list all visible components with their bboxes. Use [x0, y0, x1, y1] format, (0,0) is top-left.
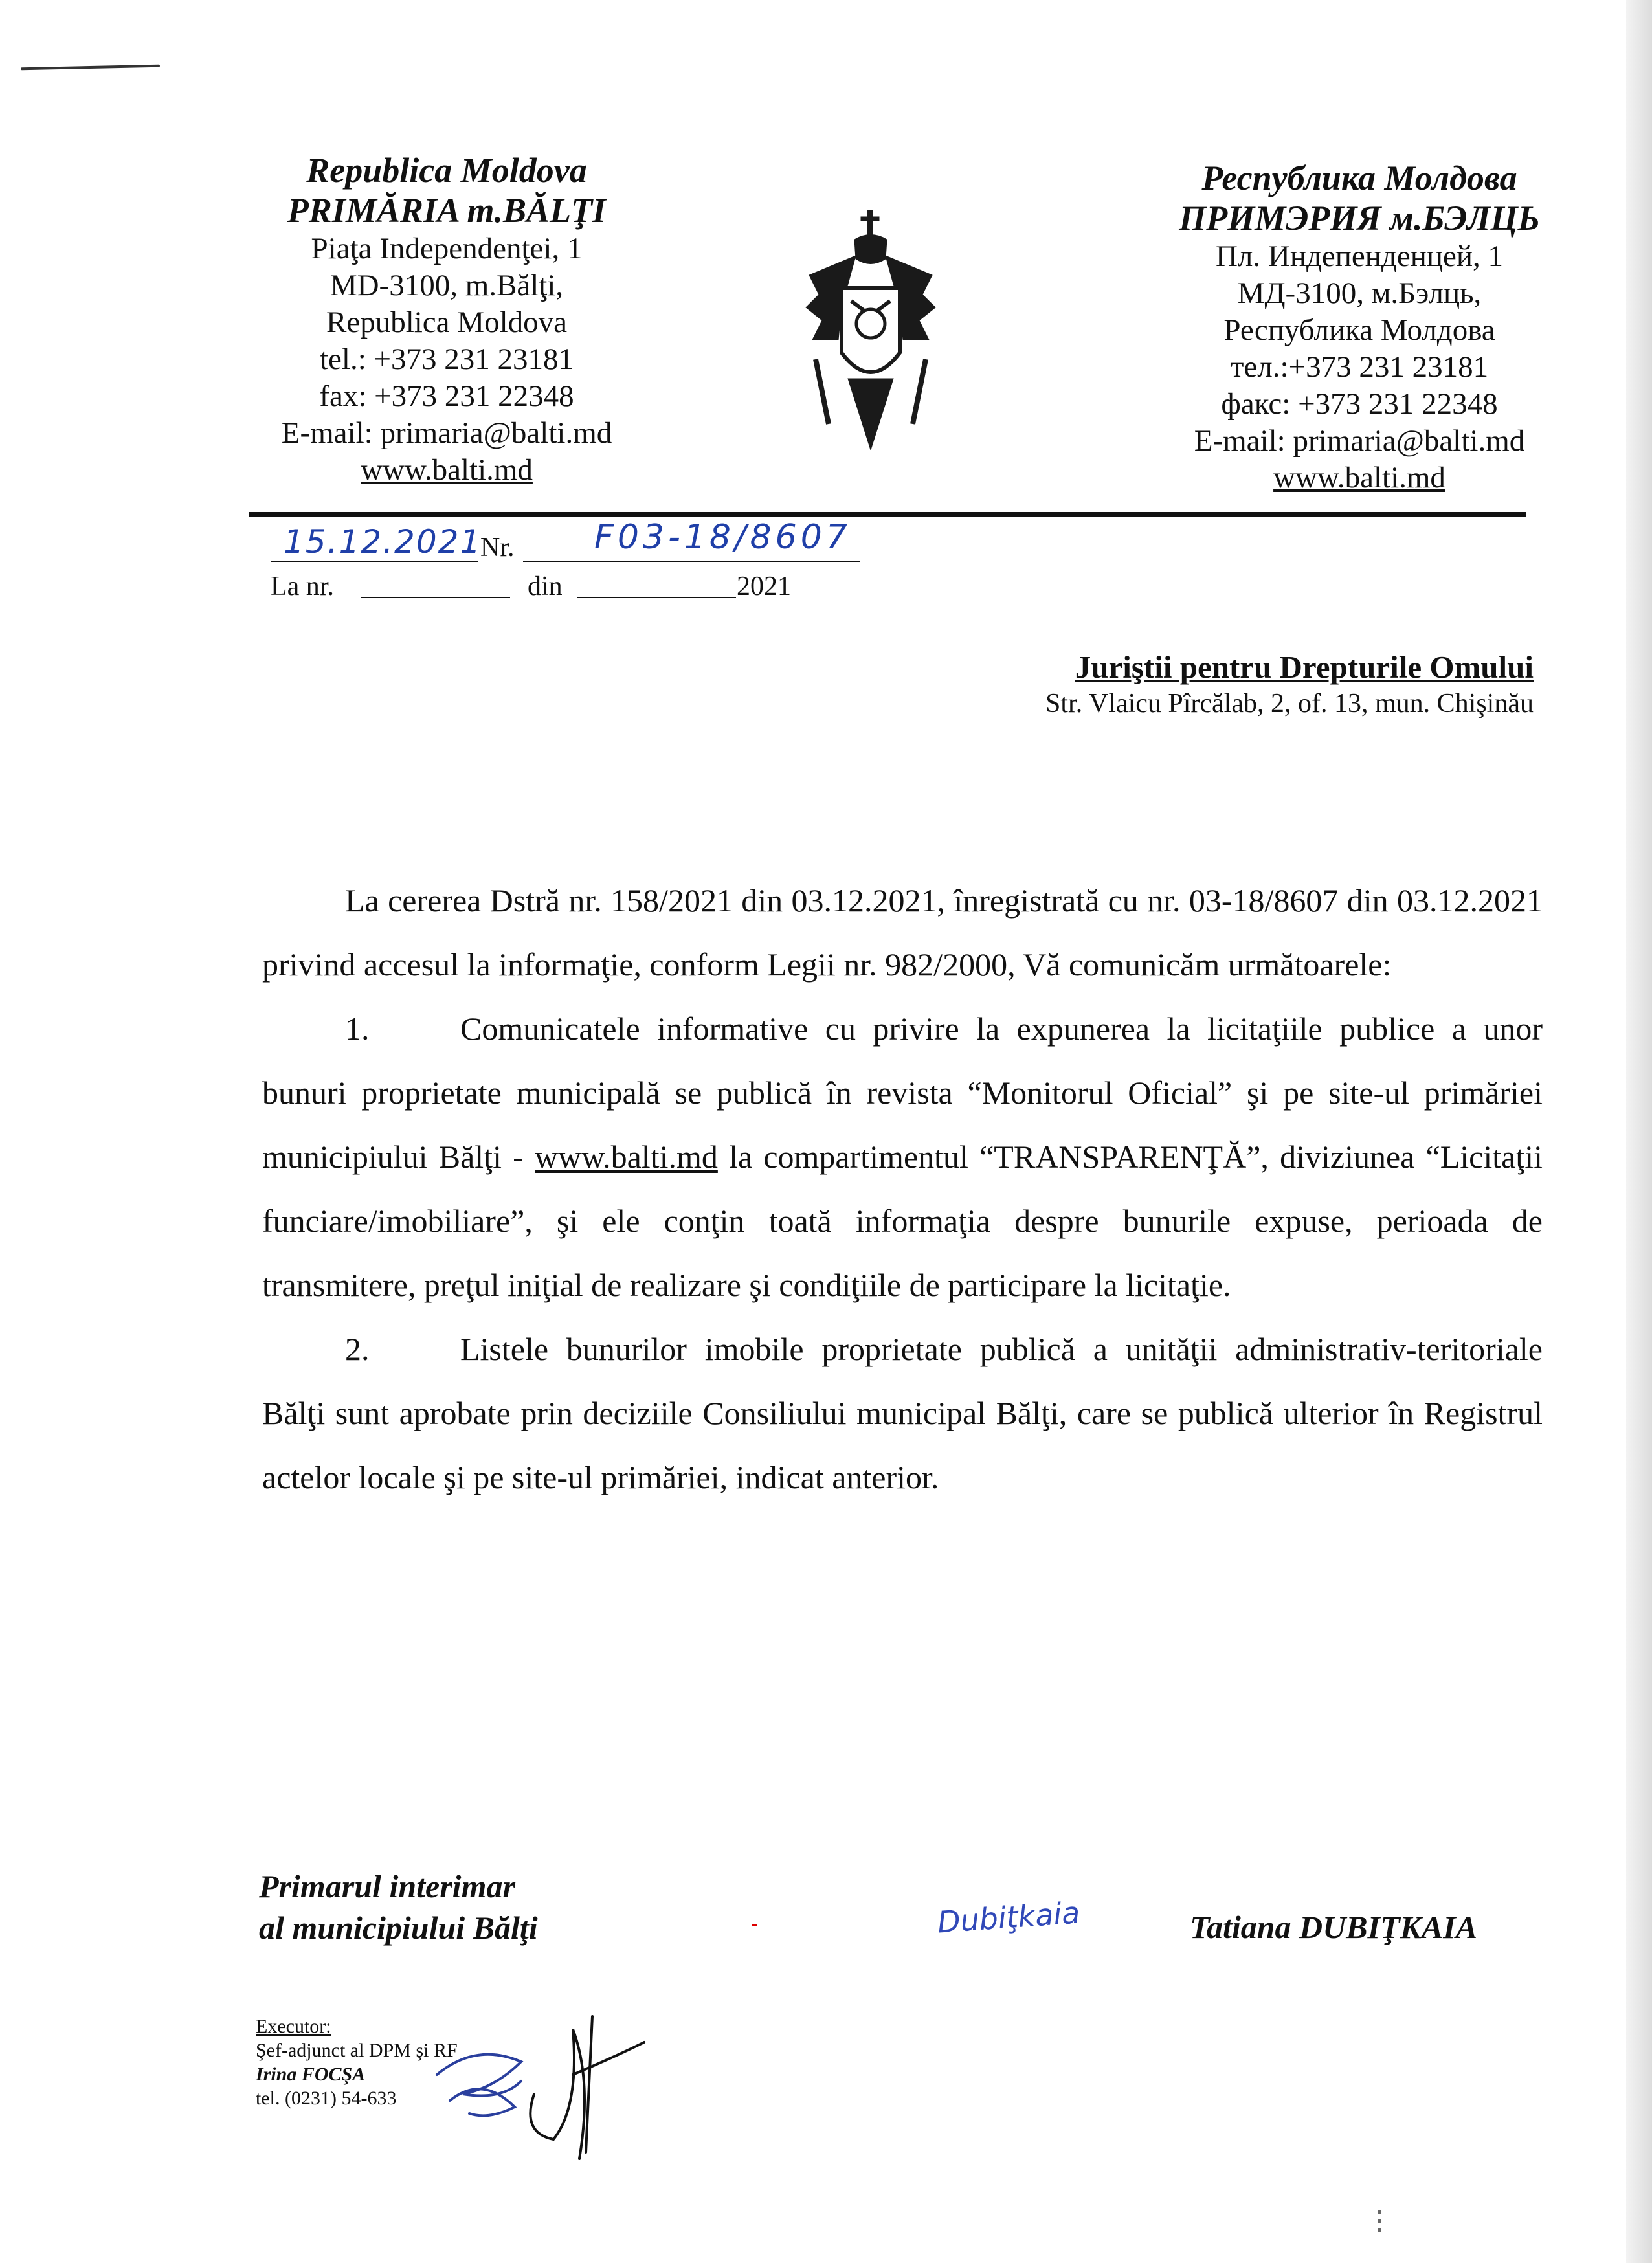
corner-mark — [21, 65, 160, 71]
din-underline — [577, 597, 736, 598]
addressee-name: Juriştii pentru Drepturile Omului — [1075, 649, 1534, 685]
letter-body — [262, 869, 1543, 1510]
header-left-address2: MD-3100, m.Bălţi, — [329, 269, 564, 302]
header-right-address3: Республика Молдова — [1223, 313, 1495, 347]
executor-label: Executor: — [256, 2016, 331, 2037]
header-right-email: E-mail: primaria@balti.md — [1194, 424, 1525, 458]
header-right-fax: факс: +373 231 22348 — [1221, 387, 1498, 421]
registration-number: F03-18/8607 — [594, 518, 851, 557]
din-label: din — [528, 572, 563, 601]
header-right-institution: ПРИМЭРИЯ м.БЭЛЦЬ — [1179, 199, 1540, 238]
executor-position: Şef-adjunct al DPM şi RF — [256, 2040, 458, 2061]
balti-website-link[interactable]: www.balti.md — [535, 1139, 718, 1175]
signer-title-line2: al municipiului Bălţi — [259, 1910, 538, 1946]
la-nr-label: La nr. — [271, 572, 334, 601]
executor-signature-icon — [424, 2003, 664, 2165]
addressee-address: Str. Vlaicu Pîrcălab, 2, of. 13, mun. Chişinău — [1045, 689, 1534, 719]
handwritten-signature: Dubiţkaia — [936, 1895, 1082, 1940]
item-1-text-a: Comunicatele informative cu privire la expunerea la licitaţiile publice a unor bunuri proprietate municipală se publică în revista “Monitorul Oficial” şi pe site-ul primăriei municipiului Bălţi - — [262, 1010, 1543, 1175]
body-item-1 — [262, 997, 1543, 1317]
signer-title-line1: Primarul interimar — [259, 1868, 515, 1904]
header-right-tel: тел.:+373 231 23181 — [1230, 350, 1489, 384]
item-1-text-b: la compartimentul “TRANSPARENŢĂ”, diviziunea “Licitaţii funciare/imobiliare”, şi ele conţin toată informaţia despre bunurile expuse, perioada de transmitere, preţul iniţial de realizare şi condiţiile de participare la licitaţie. — [262, 1139, 1543, 1303]
header-right-address1: Пл. Индепенденцей, 1 — [1215, 240, 1504, 273]
registration-date: 15.12.2021 — [284, 523, 482, 561]
body-intro: La cererea Dstră nr. 158/2021 din 03.12.2021, înregistrată cu nr. 03-18/8607 din 03.12.2021 privind accesul la informaţie, conform Legii nr. 982/2000, Vă comunicăm următoarele: — [262, 882, 1543, 983]
header-right-country: Республика Молдова — [1201, 159, 1517, 197]
header-right — [1126, 158, 1592, 496]
executor-tel: tel. (0231) 54-633 — [256, 2088, 397, 2109]
nr-underline — [523, 561, 860, 562]
nr-label: Nr. — [480, 533, 515, 563]
red-mark — [752, 1924, 757, 1926]
header-left-country: Republica Moldova — [306, 151, 587, 190]
header-left-institution: PRIMĂRIA m.BĂLŢI — [287, 191, 607, 230]
item-2-text: Listele bunurilor imobile proprietate publică a unităţii administrativ-teritoriale Bălţi sunt aprobate prin deciziile Consiliului municipal Bălţi, care se publică ulterior în Registrul actelor locale şi pe site-ul primăriei, indicat anterior. — [262, 1331, 1543, 1495]
date-underline — [271, 561, 478, 562]
header-left-fax: fax: +373 231 22348 — [319, 379, 574, 413]
header-divider — [249, 512, 1526, 517]
item-1-number: 1. — [345, 1010, 370, 1047]
header-left-email: E-mail: primaria@balti.md — [281, 416, 612, 450]
item-2-number: 2. — [345, 1331, 370, 1367]
addressee — [1045, 649, 1534, 719]
signer-name: Tatiana DUBIŢKAIA — [1190, 1909, 1478, 1945]
header-left-address3: Republica Moldova — [326, 306, 567, 339]
header-left-website-link[interactable]: www.balti.md — [361, 453, 533, 487]
scan-page-edge — [1626, 0, 1652, 2263]
year-label: 2021 — [737, 572, 791, 601]
scan-dots — [1378, 2210, 1381, 2233]
la-nr-underline — [361, 597, 510, 598]
header-right-address2: МД-3100, м.Бэлць, — [1237, 276, 1482, 310]
header-right-website-link[interactable]: www.balti.md — [1273, 461, 1446, 495]
body-item-2 — [262, 1317, 1543, 1510]
executor-name: Irina FOCŞA — [256, 2064, 366, 2085]
header-left — [214, 150, 680, 489]
header-left-address1: Piaţa Independenţei, 1 — [311, 232, 583, 265]
coat-of-arms-icon — [803, 210, 939, 450]
header-left-tel: tel.: +373 231 23181 — [319, 342, 574, 376]
signer-title — [259, 1866, 538, 1948]
